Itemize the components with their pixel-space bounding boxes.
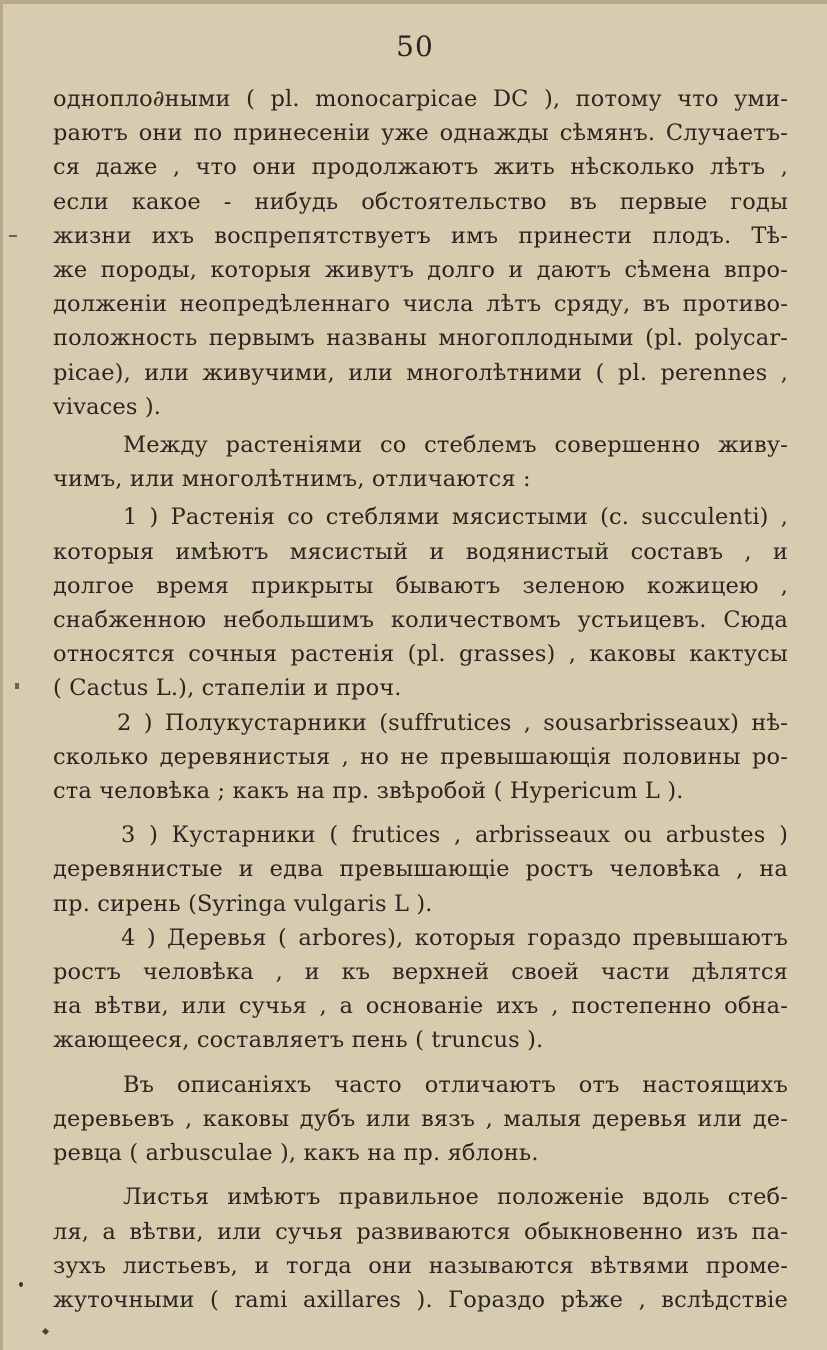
- text-line: 2 ) Полукустарники (suffrutices , sousarbrisseaux) нѣ-: [117, 709, 788, 736]
- text-line: зухъ листьевъ, и тогда они называются вѣтвями проме-: [53, 1252, 788, 1279]
- text-line: снабженною небольшимъ количествомъ устьицевъ. Сюда: [53, 607, 788, 634]
- text-line: деревьевъ , каковы дубъ или вязъ , малыя деревья или де-: [53, 1105, 788, 1132]
- text-line: ростъ человѣка , и къ верхней своей части дѣлятся: [53, 959, 788, 986]
- text-line: на вѣтви, или сучья , а основанiе ихъ , постепенно обна-: [53, 993, 788, 1020]
- text-line: vivaces ).: [53, 393, 162, 420]
- text-line: Между растенiями со стеблемъ совершенно живу-: [123, 432, 788, 459]
- paragraph-gap: [53, 808, 788, 818]
- margin-mark: [42, 1328, 49, 1335]
- text-line: относятся сочныя растенiя (pl. grasses) , каковы кактусы: [53, 641, 788, 668]
- text-line: же породы, которыя живутъ долго и даютъ сѣмена впро-: [53, 257, 788, 284]
- text-line: Листья имѣютъ правильное положенiе вдоль стеб-: [123, 1184, 788, 1211]
- text-line: ля, а вѣтви, или сучья развиваются обыкновенно изъ па-: [53, 1218, 788, 1245]
- text-line: жающееся, составляетъ пень ( truncus ).: [53, 1027, 544, 1054]
- text-line: деревянистые и едва превышающiе ростъ человѣка , на: [53, 856, 788, 883]
- page-number: 50: [396, 30, 434, 63]
- text-line: 1 ) Растенiя со стеблями мясистыми (с. succulenti) ,: [123, 504, 788, 531]
- text-line: если какое - нибудь обстоятельство въ первые годы: [53, 188, 788, 215]
- text-line: чимъ, или многолѣтнимъ, отличаются :: [53, 466, 531, 493]
- text-line: положность первымъ названы многоплодными (pl. polycar-: [53, 325, 788, 352]
- text-line: picae), или живучими, или многолѣтними ( pl. perennes ,: [53, 359, 788, 386]
- text-line: пр. сирень (Syringa vulgaris L ).: [53, 890, 433, 917]
- text-line: ся даже , что они продолжаютъ жить нѣсколько лѣтъ ,: [53, 154, 788, 181]
- text-line: ста человѣка ; какъ на пр. звѣробой ( Hypericum L ).: [53, 778, 684, 805]
- text-line: которыя имѣютъ мясистый и водянистый составъ , и: [53, 538, 788, 565]
- text-line: раютъ они по принесенiи уже однажды сѣмянъ. Случаетъ-: [53, 120, 788, 147]
- text-line: однопло∂ными ( pl. monocarpicae DC ), потому что уми-: [53, 86, 788, 112]
- text-line: ревца ( arbusculae ), какъ на пр. яблонь.: [53, 1140, 539, 1167]
- text-line: Въ описанiяхъ часто отличаютъ отъ настоящихъ: [123, 1071, 788, 1098]
- text-line: 3 ) Кустарники ( frutices , arbrisseaux ou arbustes ): [121, 822, 788, 849]
- text-line: жизни ихъ воспрепятствуетъ имъ принести плодъ. Тѣ-: [53, 222, 788, 249]
- body-text: [53, 82, 788, 1317]
- margin-mark: [9, 235, 17, 237]
- margin-mark: [15, 683, 19, 689]
- text-line: 4 ) Деревья ( arbores), которыя гораздо превышаютъ: [121, 924, 788, 951]
- paragraph-gap: [53, 1058, 788, 1068]
- text-line: долгое время прикрыты бываютъ зеленою кожицею ,: [53, 572, 788, 599]
- text-line: долженiи неопредѣленнаго числа лѣтъ сряду, въ противо-: [53, 291, 788, 318]
- paragraph-gap: [53, 1170, 788, 1180]
- text-line: ( Cactus L.), стапелiи и проч.: [53, 675, 402, 702]
- margin-mark: [19, 1282, 23, 1287]
- text-line: сколько деревянистыя , но не превышающiя половины ро-: [53, 743, 788, 770]
- text-line: жуточными ( rami axillares ). Гораздо рѣже , вслѣдствiе: [53, 1286, 788, 1313]
